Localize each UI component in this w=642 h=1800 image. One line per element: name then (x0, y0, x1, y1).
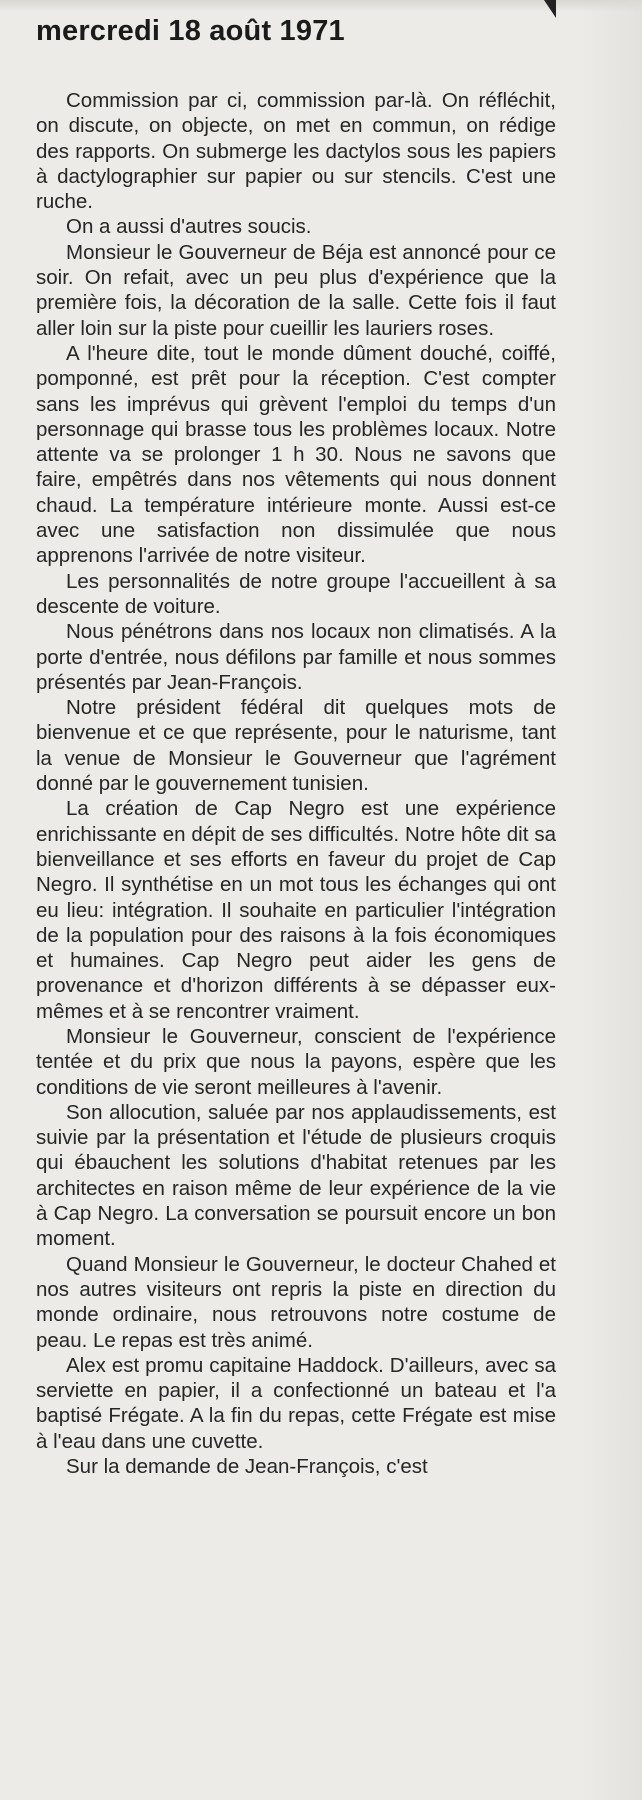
paragraph: Les personnalités de notre groupe l'accueillent à sa descente de voiture. (36, 569, 556, 618)
paragraph: Monsieur le Gouverneur de Béja est annoncé pour ce soir. On refait, avec un peu plus d'expérience que la première fois, la décoration de la salle. Cette fois il faut aller loin sur la piste pour cueillir les lauriers roses. (36, 240, 556, 340)
paragraph: Quand Monsieur le Gouverneur, le docteur Chahed et nos autres visiteurs ont repris la piste en direction du monde ordinaire, nous retrouvons notre costume de peau. Le repas est très animé. (36, 1252, 556, 1352)
paragraph: Sur la demande de Jean-François, c'est (66, 1455, 428, 1479)
page-edge-shadow (582, 0, 642, 1800)
date-heading: mercredi 18 août 1971 (36, 15, 345, 47)
paragraph: A l'heure dite, tout le monde dûment douché, coiffé, pomponné, est prêt pour la réception. C'est compter sans les imprévus qui grèvent l'emploi du temps d'un personnage qui brasse tous les problèmes locaux. Notre attente va se prolonger 1 h 30. Nous ne savons que faire, empêtrés dans nos vêtements qui nous donnent chaud. La température intérieure monte. Aussi est-ce avec une satisfaction non dissimulée que nous apprenons l'arrivée de notre visiteur. (36, 341, 556, 568)
paragraph: Nous pénétrons dans nos locaux non climatisés. A la porte d'entrée, nous défilons par famille et nous sommes présentés par Jean-François. (36, 620, 556, 694)
paragraph: Son allocution, saluée par nos applaudissements, est suivie par la présentation et l'étude de plusieurs croquis qui ébauchent les solutions d'habitat retenues par les architectes en raison même de leur expérience de la vie à Cap Negro. La conversation se poursuit encore un bon moment. (36, 1100, 556, 1251)
paragraph: Alex est promu capitaine Haddock. D'ailleurs, avec sa serviette en papier, il a confectionné un bateau et l'a baptisé Frégate. A la fin du repas, cette Frégate est mise à l'eau dans une cuvette. (36, 1353, 556, 1453)
paragraph: Commission par ci, commission par-là. On réfléchit, on discute, on objecte, on met en commun, on rédige des rapports. On submerge les dactylos sous les papiers à dactylographier sur papier ou sur stencils. C'est une ruche. (36, 89, 556, 214)
paragraph: Monsieur le Gouverneur, conscient de l'expérience tentée et du prix que nous la payons, espère que les conditions de vie seront meilleures à l'avenir. (36, 1024, 556, 1099)
paragraph: La création de Cap Negro est une expérience enrichissante en dépit de ses difficultés. Notre hôte dit sa bienveillance et ses efforts en faveur du projet de Cap Negro. Il synthétise en un mot tous les échanges qui ont eu lieu: intégration. Il souhaite en particulier l'intégration de la population pour des raisons à la fois économiques et humaines. Cap Negro peut aider les gens de provenance et d'horizon différents à se dépasser eux-mêmes et à se rencontrer vraiment. (36, 797, 556, 1023)
body-text (36, 88, 556, 1479)
paragraph: On a aussi d'autres soucis. (66, 215, 312, 239)
document-page (36, 14, 556, 1479)
paragraph: Notre président fédéral dit quelques mots de bienvenue et ce que représente, pour le naturisme, tant la venue de Monsieur le Gouverneur que l'agrément donné par le gouvernement tunisien. (36, 696, 556, 796)
